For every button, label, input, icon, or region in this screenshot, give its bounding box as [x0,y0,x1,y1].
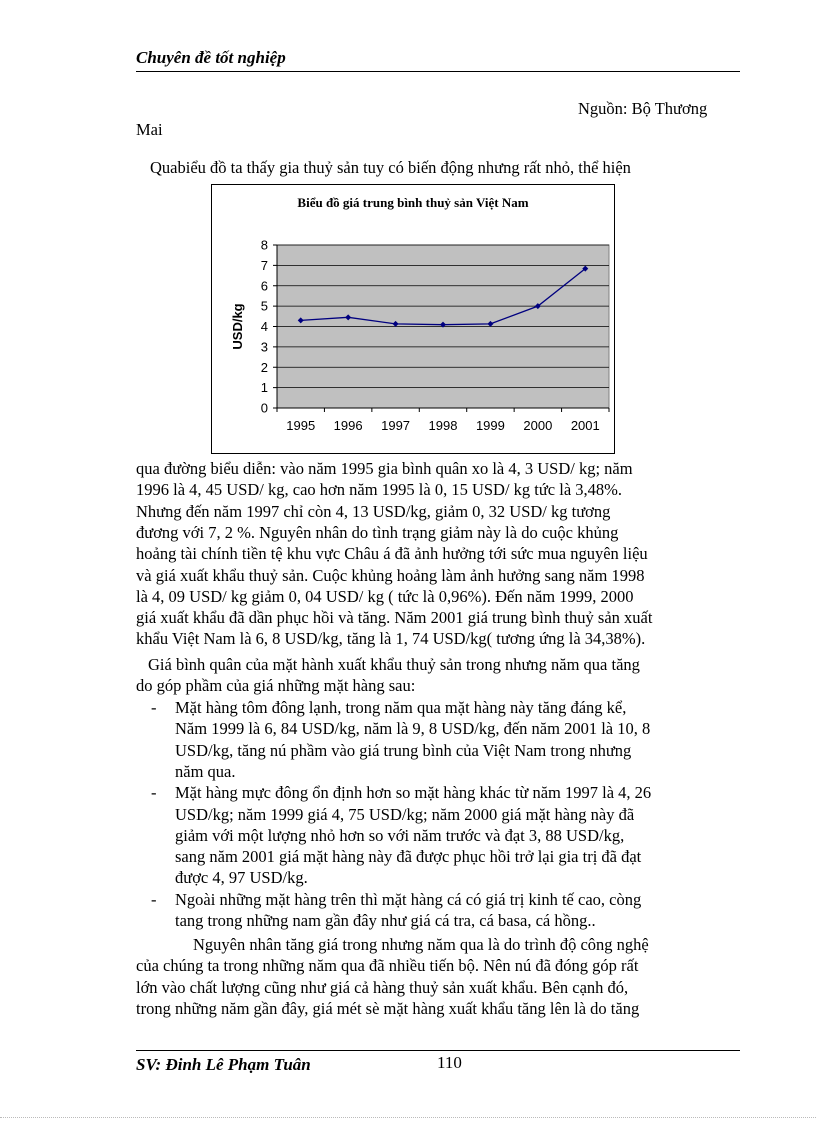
x-tick-label: 1998 [428,418,458,433]
y-tick-label: 8 [260,237,268,253]
y-tick-label: 0 [260,400,268,416]
bullet-line: Năm 1999 là 6, 84 USD/kg, năm là 9, 8 USD/kg, đến năm 2001 là 10, 8 [175,719,651,739]
paragraph-line: trong những năm gần đây, giá mét sè mặt hàng xuất khẩu tăng lên là do tăng [136,998,640,1018]
paragraph-line: Giá bình quân của mặt hành xuất khẩu thuỷ sản trong nhưng năm qua tăng [148,655,640,674]
bullet-line: sang năm 2001 giá mặt hàng này đã được phục hồi trở lại gia trị đã đạt [175,847,642,867]
bullet-line: Mặt hàng mực đông ổn định hơn so mặt hàng khác từ năm 1997 là 4, 26 [175,783,652,803]
line-chart [212,185,614,453]
y-tick-label: 5 [260,298,268,314]
bullet-line: USD/kg; năm 1999 giá 4, 75 USD/kg; năm 2000 giá mặt hàng này đã [175,804,635,824]
intro-text: Quabiểu đồ ta thấy gia thuỷ sản tuy có biến động nhưng rất nhỏ, thể hiện [150,158,631,177]
x-tick-label: 1997 [381,418,411,433]
page-number: 110 [437,1053,462,1072]
paragraph-line: hoảng tài chính tiền tệ khu vực Châu á đã ảnh hưởng tới sức mua nguyên liệu [136,544,648,564]
page-edge [0,1117,816,1118]
paragraph-line: giá xuất khẩu đã dần phục hồi và tăng. Năm 2001 giá trung bình thuỷ sản xuất [136,608,653,628]
bullet-line: tang trong những nam gần đây như giá cá tra, cá basa, cá hồng.. [175,911,596,930]
y-tick-label: 6 [260,278,268,294]
source-line-2: Mai [136,120,163,139]
paragraph-line: và giá xuất khẩu thuỷ sản. Cuộc khủng hoảng làm ảnh hưởng sang năm 1998 [136,565,645,585]
y-tick-label: 2 [260,359,268,375]
bullet-marker: - [151,783,157,803]
bullet-line: USD/kg, tăng nú phầm vào giá trung bình của Việt Nam trong nhưng [175,740,632,760]
header-rule [136,71,740,72]
paragraph-line: qua đường biểu diễn: vào năm 1995 gia bình quân xo là 4, 3 USD/ kg; năm [136,459,633,478]
chart-container [211,184,615,454]
x-tick-label: 2000 [523,418,553,433]
paragraph-line: của chúng ta trong những năm qua đã nhiều tiến bộ. Nên nú đã đóng góp rất [136,956,639,976]
paragraph-line: là 4, 09 USD/ kg giảm 0, 04 USD/ kg ( tức là 0,96%). Đến năm 1999, 2000 [136,586,634,606]
chart-title: Biểu đồ giá trung bình thuỷ sản Việt Nam [297,195,529,210]
bullet-line: Ngoài những mặt hàng trên thì mặt hàng cá có giá trị kinh tế cao, còng [175,889,642,909]
header-title: Chuyên đề tốt nghiệp [136,48,286,67]
paragraph-line: khẩu Việt Nam là 6, 8 USD/kg, tăng là 1, 74 USD/kg( tương ứng là 34,38%). [136,629,646,649]
bullet-line: giảm với một lượng nhỏ hơn so với năm trước và đạt 3, 88 USD/kg, [175,825,625,845]
x-tick-label: 2001 [570,418,600,433]
paragraph-line: 1996 là 4, 45 USD/ kg, cao hơn năm 1995 là 0, 15 USD/ kg tức là 3,48%. [136,480,623,500]
paragraph-line: Nhưng đến năm 1997 chỉ còn 4, 13 USD/kg, giảm 0, 32 USD/ kg tương [136,501,611,521]
source-line-1: Nguồn: Bộ Thương [578,99,708,118]
bullet-marker: - [151,889,157,909]
x-tick-label: 1995 [286,418,316,433]
y-tick-label: 1 [260,380,268,396]
bullet-line: được 4, 97 USD/kg. [175,868,308,888]
footer-author: SV: Đinh Lê Phạm Tuân [136,1055,311,1074]
paragraph-line: lớn vào chất lượng cũng như giá cả hàng thuỷ sản xuất khẩu. Bên cạnh đó, [136,977,629,997]
paragraph-line: do góp phầm của giá những mặt hàng sau: [136,676,416,696]
bullet-line: năm qua. [175,761,236,781]
y-tick-label: 3 [260,339,268,355]
y-tick-label: 4 [260,319,268,334]
y-tick-label: 7 [260,257,268,273]
x-tick-label: 1996 [333,418,363,433]
y-axis-label: USD/kg [230,303,245,350]
bullet-line: Mặt hàng tôm đông lạnh, trong năm qua mặt hàng này tăng đáng kể, [175,698,627,717]
paragraph-line: Nguyên nhân tăng giá trong nhưng năm qua là do trình độ công nghệ [193,935,649,954]
x-tick-label: 1999 [475,418,505,433]
bullet-marker: - [151,698,157,717]
paragraph-line: đương với 7, 2 %. Nguyên nhân do tình trạng giảm này là do cuộc khủng [136,522,619,542]
footer-rule [136,1050,740,1051]
